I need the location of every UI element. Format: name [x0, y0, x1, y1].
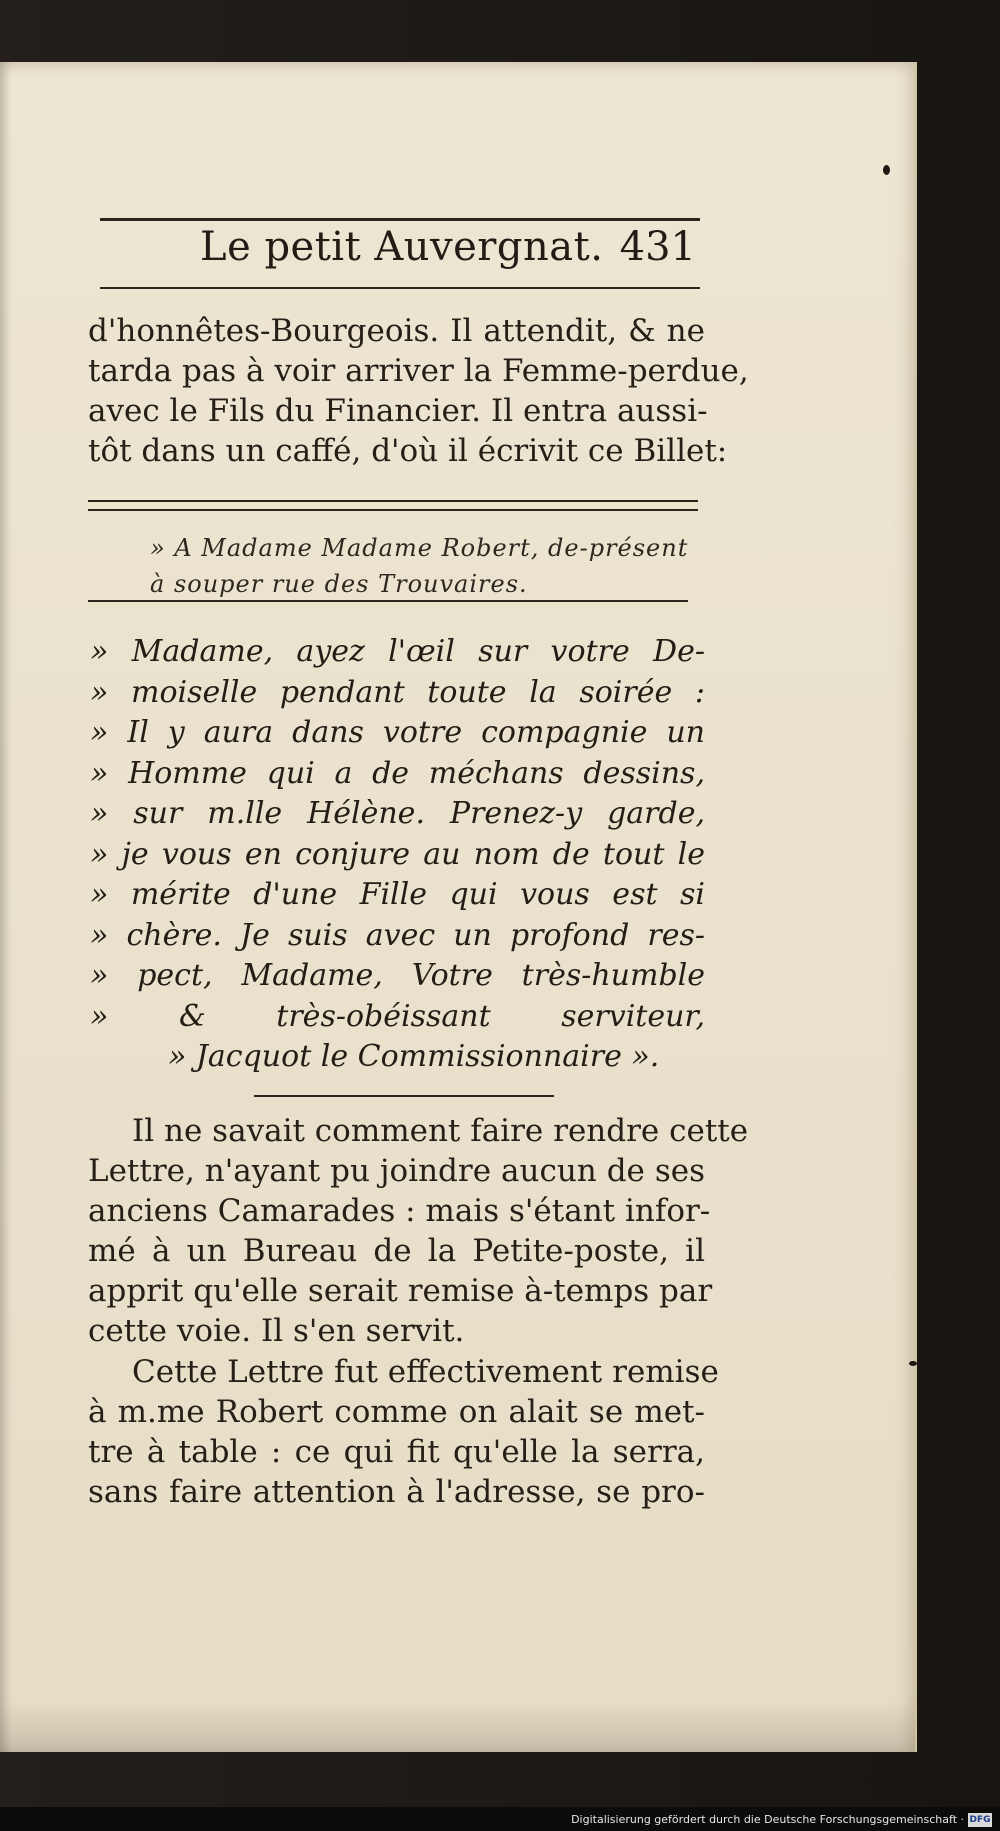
letter-line: » Homme qui a de méchans dessins,: [90, 755, 705, 791]
paragraph-3: [88, 1352, 719, 1512]
page-bottom-shade: [0, 1700, 915, 1752]
letter-end-rule: [254, 1095, 554, 1097]
text-line: Il ne savait comment faire rendre cette: [132, 1113, 749, 1149]
text-line: tôt dans un caffé, d'où il écrivit ce Billet:: [88, 433, 728, 469]
header-bottom-rule: [100, 287, 700, 289]
text-line: tarda pas à voir arriver la Femme-perdue,: [88, 353, 749, 389]
text-line: sans faire attention à l'adresse, se pro-: [88, 1474, 705, 1510]
paragraph-1: [88, 311, 749, 471]
letter-line: » sur m.lle Hélène. Prenez-y garde,: [90, 796, 705, 831]
letter-line: » & très-obéissant serviteur,: [90, 998, 705, 1034]
letter-line: » Il y aura dans votre compagnie un: [90, 715, 705, 750]
text-line: apprit qu'elle serait remise à-temps par: [88, 1273, 713, 1309]
address-bottom-rule: [88, 600, 688, 602]
page-edge-shadow: [0, 62, 12, 1752]
text-line: anciens Camarades : mais s'étant infor-: [88, 1193, 711, 1229]
text-line: d'honnêtes-Bourgeois. Il attendit, & ne: [88, 313, 705, 349]
letter-line: » pect, Madame, Votre très-humble: [90, 958, 705, 993]
address-line: » A Madame Madame Robert, de-présent: [150, 534, 689, 562]
text-line: cette voie. Il s'en servit.: [88, 1313, 465, 1349]
text-line: à m.me Robert comme on alait se met-: [88, 1394, 705, 1430]
funding-credit: Digitalisierung gefördert durch die Deutsche Forschungsgemeinschaft ·: [571, 1813, 964, 1826]
letter-line: » Madame, ayez l'œil sur votre De-: [90, 634, 705, 669]
text-line: Lettre, n'ayant pu joindre aucun de ses: [88, 1153, 705, 1189]
paragraph-2: [88, 1111, 749, 1351]
letter-address: [150, 530, 705, 602]
letter-line: » moiselle pendant toute la soirée :: [90, 674, 705, 710]
text-line: avec le Fils du Financier. Il entra aussi-: [88, 393, 708, 429]
text-line: Cette Lettre fut effectivement remise: [132, 1354, 719, 1390]
dfg-logo: DFG: [969, 1815, 991, 1825]
text-line: mé à un Bureau de la Petite-poste, il: [88, 1233, 705, 1269]
address-top-rule: [88, 500, 698, 502]
ink-speck: [909, 1361, 917, 1366]
page-number: 431: [619, 224, 696, 270]
ink-speck: [883, 165, 890, 175]
header-top-rule: [100, 218, 700, 221]
letter-line: » je vous en conjure au nom de tout le: [90, 836, 705, 872]
letter-line: » chère. Je suis avec un profond res-: [90, 917, 705, 953]
text-line: tre à table : ce qui fit qu'elle la serra,: [88, 1434, 705, 1470]
letter-body: [90, 632, 705, 1078]
letter-line: » mérite d'une Fille qui vous est si: [90, 877, 705, 912]
letter-signature: » Jacquot le Commissionnaire ».: [168, 1039, 660, 1074]
running-title: Le petit Auvergnat.: [200, 224, 604, 270]
address-top-rule-2: [88, 509, 698, 511]
page-header: [100, 224, 700, 284]
address-line: à souper rue des Trouvaires.: [150, 570, 528, 598]
